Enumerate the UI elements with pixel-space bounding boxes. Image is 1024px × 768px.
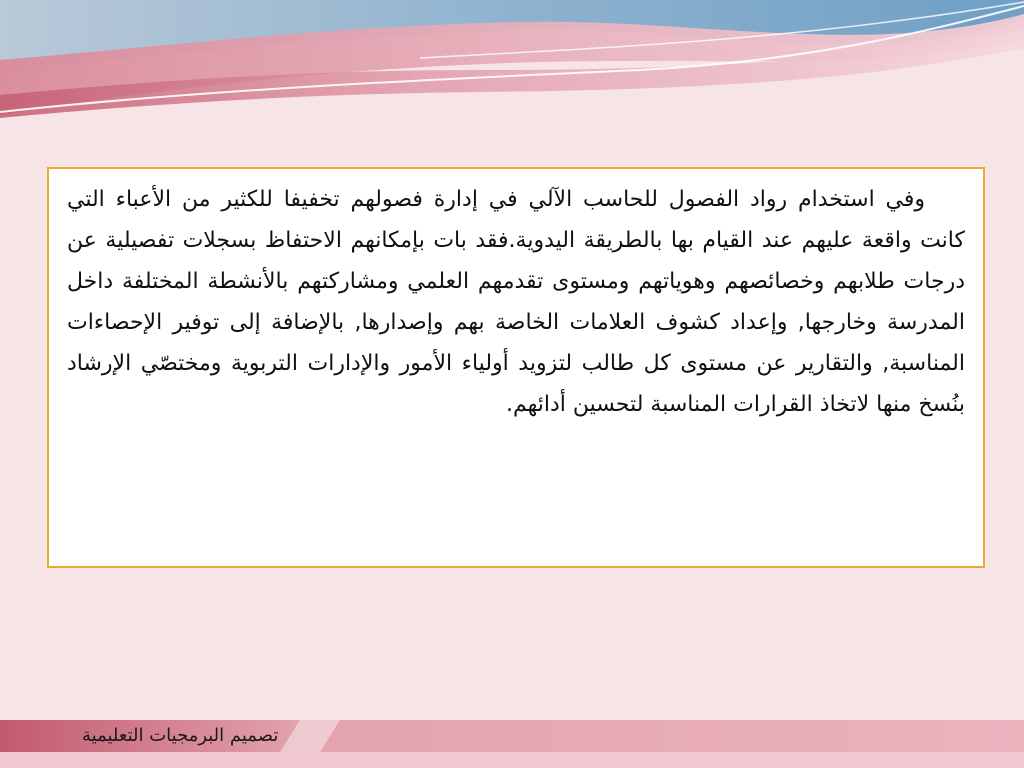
footer-title: تصميم البرمجيات التعليمية bbox=[82, 725, 279, 746]
main-paragraph: وفي استخدام رواد الفصول للحاسب الآلي في إدارة فصولهم تخفيفا للكثير من الأعباء التي كانت واقعة عليهم عند القيام بها بالطريقة اليدوية.فقد بات بإمكانهم الاحتفاظ بسجلات تفصيلية عن درجات طلابهم وخصائصهم وهوياتهم ومستوى تقدمهم العلمي ومشاركتهم بالأنشطة المختلفة داخل المدرسة وخارجها, وإعداد كشوف العلامات الخاصة بهم وإصدارها, بالإضافة إلى توفير الإحصاءات المناسبة, والتقارير عن مستوى كل طالب لتزويد أولياء الأمور والإدارات التربوية ومختصّي الإرشاد بنُسخ منها لاتخاذ القرارات المناسبة لتحسين أدائهم. bbox=[67, 187, 965, 417]
content-text-box bbox=[47, 167, 985, 568]
header-wave-decoration bbox=[0, 0, 1024, 140]
